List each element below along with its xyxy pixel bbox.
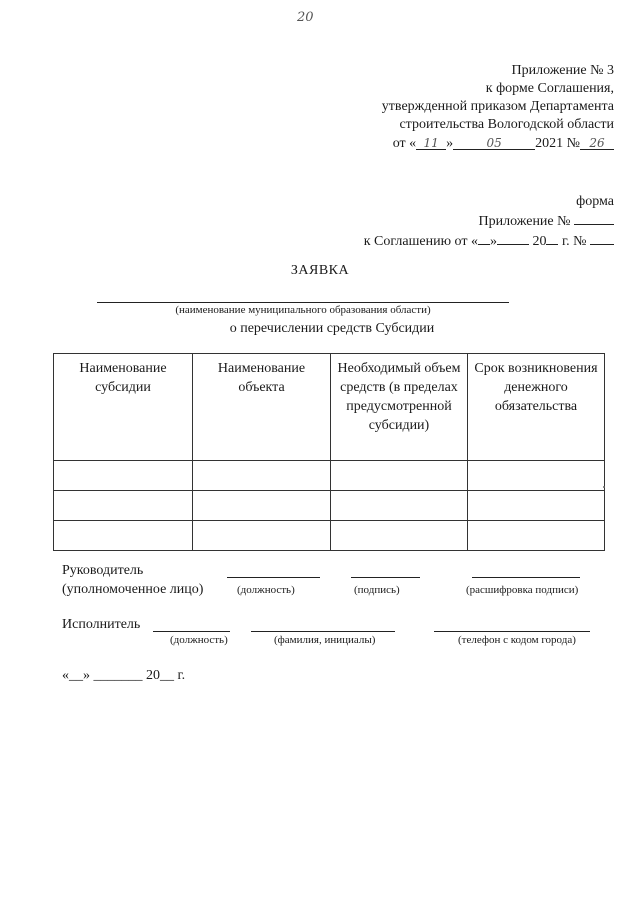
table-cell[interactable] — [193, 461, 331, 491]
municipality-caption: (наименование муниципального образования области) — [175, 304, 431, 316]
date-prefix: от « — [392, 136, 417, 151]
date-month: 05 — [486, 136, 502, 150]
agreement-line — [364, 231, 614, 251]
appendix-line-2: к форме Соглашения, — [485, 81, 614, 96]
form-block — [364, 192, 614, 251]
appendix-no-label: Приложение № — [478, 214, 571, 229]
appendix-no-line — [364, 211, 614, 231]
table-cell[interactable] — [54, 491, 193, 521]
table-cell[interactable] — [331, 521, 468, 551]
head-position-line — [227, 577, 320, 578]
agreement-mid: » — [489, 234, 497, 249]
municipality-line — [97, 302, 509, 303]
agreement-year: 20 — [532, 234, 547, 249]
appendix-no-blank — [574, 211, 614, 225]
head-signature-line — [351, 577, 420, 578]
appendix-line-1: Приложение № 3 — [511, 63, 614, 78]
appendix-header — [382, 62, 614, 153]
date-number: 26 — [589, 136, 605, 150]
document-title: ЗАЯВКА — [290, 263, 350, 278]
appendix-line-4: строительства Вологодской области — [399, 117, 614, 132]
head-name-line — [472, 577, 580, 578]
agreement-year-blank — [546, 231, 558, 245]
header-obligation-term: Срок возникновения денежного обязательства — [468, 354, 605, 461]
table-row — [54, 491, 605, 521]
scan-speck — [603, 486, 605, 488]
agreement-prefix: к Соглашению от « — [363, 234, 478, 249]
header-object-name: Наименование объекта — [193, 354, 331, 461]
header-subsidy-name: Наименование субсидии — [54, 354, 193, 461]
appendix-date-line — [382, 134, 614, 153]
document-subtitle: о перечислении средств Субсидии — [229, 321, 435, 336]
page-number: 20 — [297, 10, 314, 25]
table-row — [54, 461, 605, 491]
executor-label: Исполнитель — [62, 617, 141, 632]
table-cell[interactable] — [331, 491, 468, 521]
header-required-amount: Необходимый объем средств (в пределах предусмотренной субсидии) — [331, 354, 468, 461]
head-signature-caption: (подпись) — [354, 584, 400, 596]
table-cell[interactable] — [193, 491, 331, 521]
date-day: 11 — [423, 136, 439, 150]
agreement-month-blank — [497, 231, 529, 245]
date-day-field — [416, 134, 446, 150]
table-cell[interactable] — [468, 521, 605, 551]
subsidy-table — [53, 353, 605, 551]
executor-position-line — [153, 631, 230, 632]
table-row — [54, 521, 605, 551]
signing-date-line: «__» _______ 20__ г. — [62, 668, 186, 683]
date-mid: » — [446, 136, 454, 151]
forma-label: форма — [576, 194, 614, 209]
table-cell[interactable] — [54, 461, 193, 491]
executor-phone-line — [434, 631, 590, 632]
date-year-no: 2021 № — [535, 136, 580, 151]
table-cell[interactable] — [193, 521, 331, 551]
date-month-field — [453, 134, 535, 150]
date-number-field — [580, 134, 614, 150]
agreement-no: г. № — [561, 234, 587, 249]
executor-position-caption: (должность) — [170, 634, 228, 646]
head-label: Руководитель — [62, 563, 144, 578]
agreement-no-blank — [590, 231, 614, 245]
table-cell[interactable] — [54, 521, 193, 551]
table-cell[interactable] — [331, 461, 468, 491]
executor-name-line — [251, 631, 395, 632]
table-cell[interactable] — [468, 491, 605, 521]
executor-phone-caption: (телефон с кодом города) — [458, 634, 576, 646]
table-cell[interactable] — [468, 461, 605, 491]
executor-name-caption: (фамилия, инициалы) — [274, 634, 376, 646]
head-position-caption: (должность) — [237, 584, 295, 596]
agreement-day-blank — [478, 231, 490, 245]
appendix-line-3: утвержденной приказом Департамента — [381, 99, 614, 114]
head-name-caption: (расшифровка подписи) — [466, 584, 579, 596]
table-header-row — [54, 354, 605, 461]
head-label-2: (уполномоченное лицо) — [62, 582, 204, 597]
